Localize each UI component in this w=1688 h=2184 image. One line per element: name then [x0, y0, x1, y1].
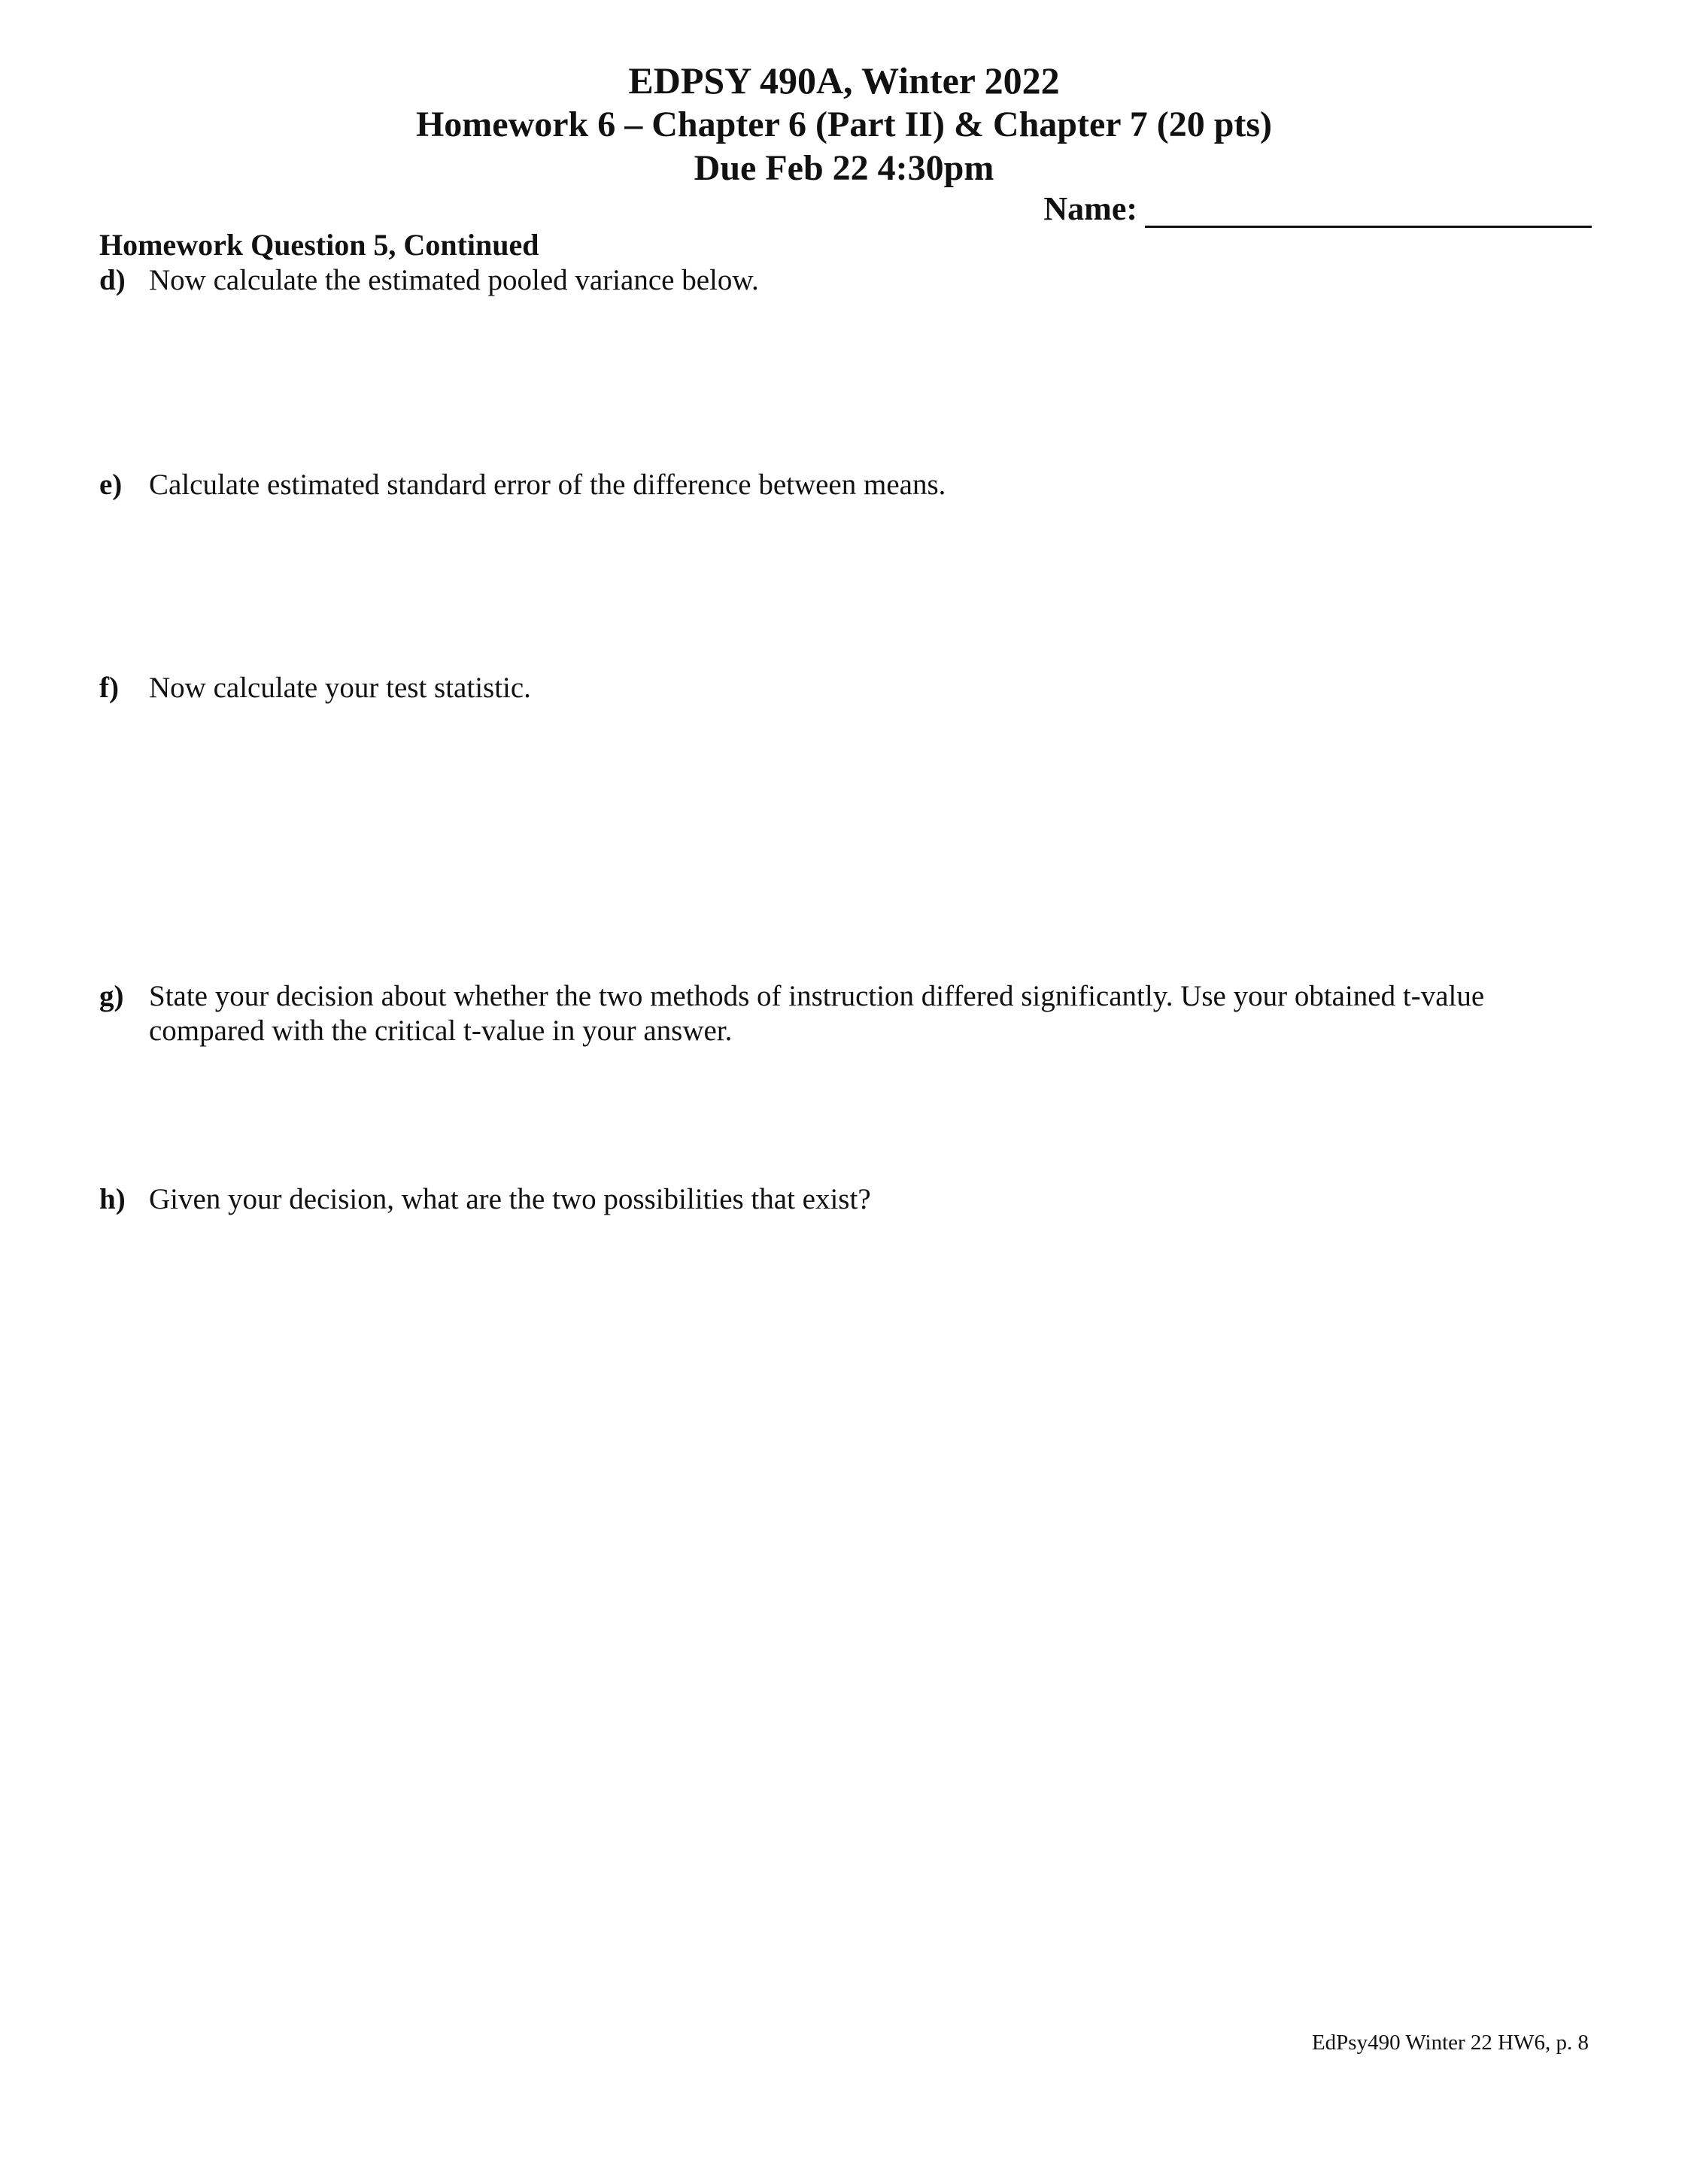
question-letter: f) [99, 672, 119, 704]
question-letter: d) [99, 264, 126, 296]
question-letter: h) [99, 1183, 126, 1215]
question-d [99, 263, 1589, 298]
due-date: Due Feb 22 4:30pm [694, 148, 994, 188]
question-h [99, 1182, 1589, 1217]
name-blank-line [1145, 196, 1592, 228]
question-text: Now calculate the estimated pooled variance below. [149, 264, 759, 296]
course-title: EDPSY 490A, Winter 2022 [628, 59, 1060, 102]
homework-title: Homework 6 – Chapter 6 (Part II) & Chapter 7 (20 pts) [415, 105, 1273, 144]
question-text: Now calculate your test statistic. [149, 672, 531, 704]
question-f [99, 671, 1589, 705]
question-g [99, 979, 1574, 1048]
question-letter: e) [99, 469, 123, 501]
question-text: Calculate estimated standard error of the difference between means. [149, 469, 946, 501]
page-footer: EdPsy490 Winter 22 HW6, p. 8 [1311, 2031, 1589, 2055]
question-letter: g) [99, 980, 124, 1012]
name-label: Name: [1043, 190, 1137, 227]
section-title: Homework Question 5, Continued [99, 228, 539, 262]
question-e [99, 468, 1589, 502]
question-text: State your decision about whether the two methods of instruction differed significantly. Use your obtained t-value compared with the critical t-value in your answer. [149, 980, 1485, 1047]
question-text: Given your decision, what are the two possibilities that exist? [149, 1183, 871, 1215]
name-field [1043, 190, 1592, 228]
